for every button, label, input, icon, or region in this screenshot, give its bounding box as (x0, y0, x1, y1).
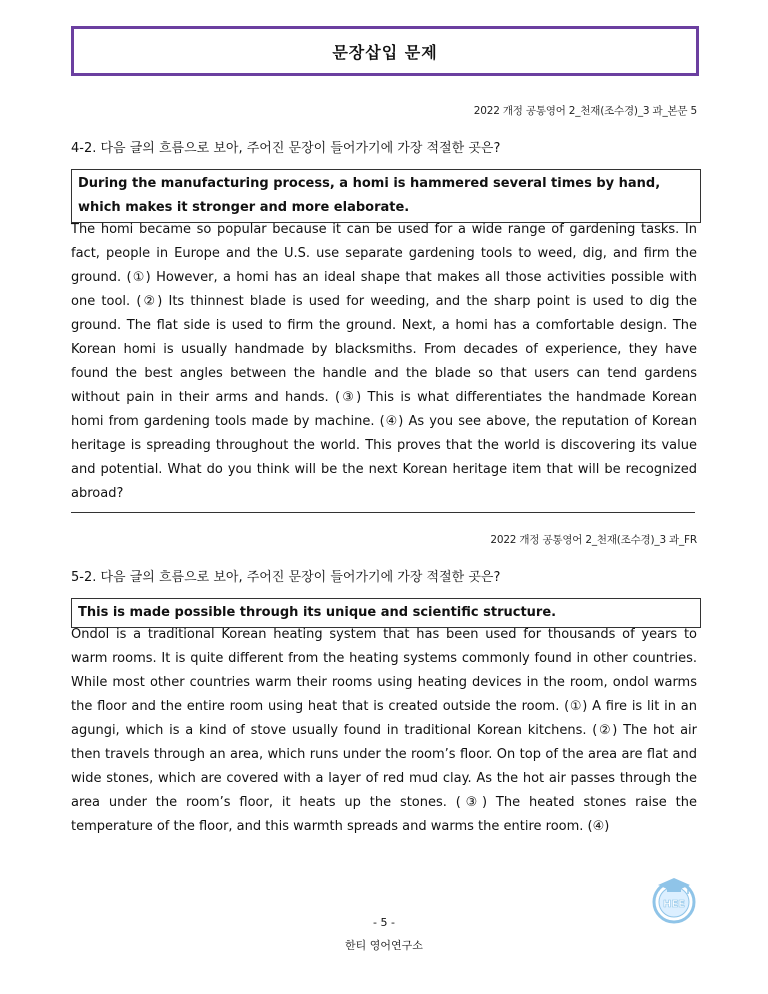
q1-given-sentence: During the manufacturing process, a homi is hammered several times by hand, which makes it stronger and more elaborate. (71, 169, 701, 223)
page-title: 문장삽입 문제 (332, 42, 438, 62)
q2-passage: Ondol is a traditional Korean heating system that has been used for thousands of years to warm rooms. It is quite different from the heating systems commonly found in other countries. While most other countries warm their rooms using heating devices in the room, ondol warms the floor and the entire room using heat that is created outside the room. (①) A fire is lit in an agungi, which is a kind of stove usually found in traditional Korean kitchens. (②) The hot air then travels through an area, which runs under the room’s floor. On top of the area are flat and wide stones, which are covered with a layer of red mud clay. As the hot air passes through the area under the room’s floor, it heats up the stones. (③) The heated stones raise the temperature of the floor, and this warmth spreads and warms the entire room. (④) (71, 627, 697, 834)
section-divider (71, 512, 695, 513)
footer-org: 한티 영어연구소 (345, 939, 423, 952)
q2-source: 2022 개정 공통영어 2_천재(조수경)_3 과_FR (490, 534, 697, 546)
q1-question: 4-2. 다음 글의 흐름으로 보아, 주어진 문장이 들어가기에 가장 적절한 곳은? (71, 141, 501, 156)
page-title-box (71, 26, 699, 76)
q2-question: 5-2. 다음 글의 흐름으로 보아, 주어진 문장이 들어가기에 가장 적절한 곳은? (71, 570, 501, 585)
q1-source: 2022 개정 공통영어 2_천재(조수경)_3 과_본문 5 (473, 105, 697, 117)
logo-text: HEE (662, 899, 686, 910)
page-number: - 5 - (373, 916, 395, 929)
q1-passage: The homi became so popular because it can be used for a wide range of gardening tasks. In fact, people in Europe and the U.S. use separate gardening tools to weed, dig, and firm the ground. (①) However, a homi has an ideal shape that makes all those activities possible with one tool. (②) Its thinnest blade is used for weeding, and the sharp point is used to dig the ground. The flat side is used to firm the ground. Next, a homi has a comfortable design. The Korean homi is usually handmade by blacksmiths. From decades of experience, they have found the best angles between the handle and the blade so that users can tend gardens without pain in their arms and hands. (③) This is what differentiates the handmade Korean homi from gardening tools made by machine. (④) As you see above, the reputation of Korean heritage is spreading throughout the world. This proves that the world is discovering its value and potential. What do you think will be the next Korean heritage item that will be recognized abroad? (71, 222, 697, 501)
q2-given-sentence: This is made possible through its unique and scientific structure. (71, 598, 701, 628)
